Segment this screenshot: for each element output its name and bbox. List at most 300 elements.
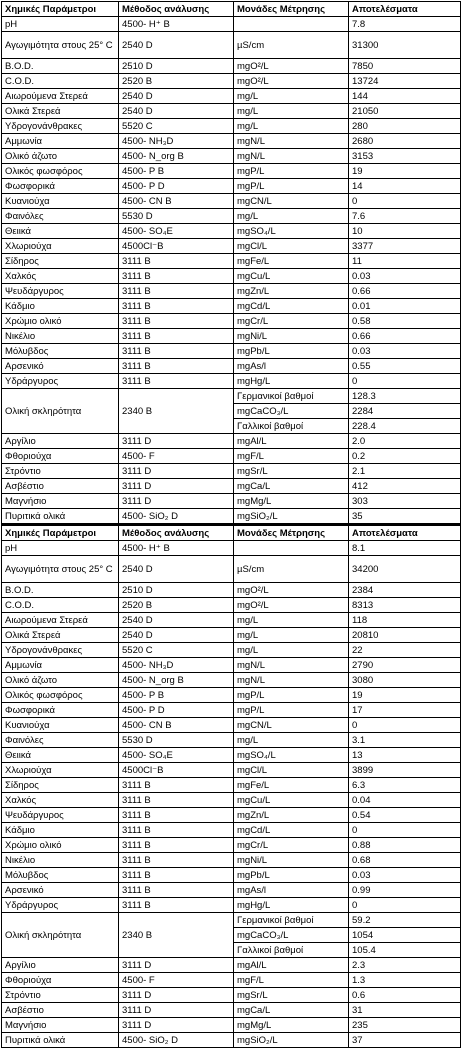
method-cell: 2540 D: [119, 104, 234, 119]
table-row: [2, 883, 461, 898]
header-method: Μέθοδος ανάλυσης: [119, 2, 234, 17]
result-cell: 0.04: [349, 793, 461, 808]
method-cell: 4500- P D: [119, 703, 234, 718]
parameter-cell: Σίδηρος: [2, 778, 119, 793]
unit-cell: mgCd/L: [234, 823, 349, 838]
unit-cell: mgSr/L: [234, 988, 349, 1003]
result-cell: 0.58: [349, 314, 461, 329]
table-row: [2, 958, 461, 973]
result-cell: 0.03: [349, 344, 461, 359]
result-cell: 144: [349, 89, 461, 104]
unit-cell: mgAl/L: [234, 434, 349, 449]
method-cell: 4500- SO₄E: [119, 224, 234, 239]
method-cell: 4500- SO₄E: [119, 748, 234, 763]
result-cell: 35: [349, 509, 461, 524]
method-cell: 4500- F: [119, 449, 234, 464]
result-cell: 0.01: [349, 299, 461, 314]
parameter-cell: Σίδηρος: [2, 254, 119, 269]
unit-cell: mgCa/L: [234, 479, 349, 494]
result-cell: 0: [349, 718, 461, 733]
table-row: [2, 763, 461, 778]
parameter-cell: C.O.D.: [2, 598, 119, 613]
result-cell: 2384: [349, 583, 461, 598]
result-cell: 13724: [349, 74, 461, 89]
method-cell: 2520 B: [119, 598, 234, 613]
parameter-cell: Ψευδάργυρος: [2, 284, 119, 299]
table-row: [2, 988, 461, 1003]
method-cell: 4500- P B: [119, 164, 234, 179]
table-row: [2, 269, 461, 284]
method-cell: 4500- H⁺ B: [119, 541, 234, 556]
table-row: [2, 32, 461, 59]
result-cell: 14: [349, 179, 461, 194]
parameter-cell: Νικέλιο: [2, 853, 119, 868]
method-cell: 3111 D: [119, 1003, 234, 1018]
result-cell: 20810: [349, 628, 461, 643]
unit-cell: mgCN/L: [234, 718, 349, 733]
parameter-cell: Κυανιούχα: [2, 718, 119, 733]
results-table-1: [1, 1, 461, 524]
parameter-cell: Αιωρούμενα Στερεά: [2, 613, 119, 628]
parameter-cell: pH: [2, 541, 119, 556]
method-cell: 3111 D: [119, 1018, 234, 1033]
parameter-cell: B.O.D.: [2, 59, 119, 74]
unit-cell: mgO²/L: [234, 583, 349, 598]
method-cell: 3111 D: [119, 988, 234, 1003]
table-row: [2, 541, 461, 556]
result-cell: 19: [349, 688, 461, 703]
table-header-row: [2, 2, 461, 17]
method-cell: 3111 B: [119, 314, 234, 329]
unit-cell: Γερμανικοί βαθμοί: [234, 389, 349, 404]
unit-cell: mgSO₄/L: [234, 748, 349, 763]
parameter-cell: Θειικά: [2, 224, 119, 239]
table-row: [2, 509, 461, 524]
parameter-cell: Φαινόλες: [2, 209, 119, 224]
method-cell: 2340 B: [119, 913, 234, 958]
table-row: [2, 104, 461, 119]
parameter-cell: Αργίλιο: [2, 434, 119, 449]
table-row: [2, 583, 461, 598]
result-cell: 2.0: [349, 434, 461, 449]
method-cell: 3111 B: [119, 299, 234, 314]
parameter-cell: Ασβέστιο: [2, 1003, 119, 1018]
parameter-cell: Χαλκός: [2, 269, 119, 284]
table-row: [2, 254, 461, 269]
method-cell: 4500- NH₃D: [119, 134, 234, 149]
parameter-cell: Ολικός φωσφόρος: [2, 688, 119, 703]
table-row: [2, 1003, 461, 1018]
method-cell: 5530 D: [119, 209, 234, 224]
unit-cell: mg/L: [234, 119, 349, 134]
unit-cell: mgZn/L: [234, 808, 349, 823]
result-cell: 0.6: [349, 988, 461, 1003]
unit-cell: mgN/L: [234, 658, 349, 673]
table-row: [2, 793, 461, 808]
result-cell: 11: [349, 254, 461, 269]
result-cell: 0.03: [349, 269, 461, 284]
parameter-cell: Πυριτικά ολικά: [2, 509, 119, 524]
parameter-cell: Ολικό άζωτο: [2, 673, 119, 688]
parameter-cell: Χαλκός: [2, 793, 119, 808]
unit-cell: mgCr/L: [234, 314, 349, 329]
unit-cell: mg/L: [234, 643, 349, 658]
table-row: [2, 628, 461, 643]
parameter-cell: Αργίλιο: [2, 958, 119, 973]
result-cell: 412: [349, 479, 461, 494]
result-cell: 8313: [349, 598, 461, 613]
unit-cell: mg/L: [234, 104, 349, 119]
result-cell: 2680: [349, 134, 461, 149]
parameter-cell: Υδρογονάνθρακες: [2, 119, 119, 134]
parameter-cell: Αγωγιμότητα στους 25° C: [2, 556, 119, 583]
method-cell: 3111 B: [119, 254, 234, 269]
result-cell: 0: [349, 194, 461, 209]
table-row: [2, 868, 461, 883]
table-row: [2, 359, 461, 374]
unit-cell: mgAs/l: [234, 359, 349, 374]
unit-cell: mg/L: [234, 613, 349, 628]
unit-cell: mgCaCO₃/L: [234, 928, 349, 943]
result-cell: 105.4: [349, 943, 461, 958]
unit-cell: mgHg/L: [234, 898, 349, 913]
method-cell: 3111 B: [119, 269, 234, 284]
method-cell: 3111 D: [119, 464, 234, 479]
table-row: [2, 598, 461, 613]
unit-cell: mgN/L: [234, 149, 349, 164]
result-cell: 19: [349, 164, 461, 179]
parameter-cell: Χλωριούχα: [2, 763, 119, 778]
result-cell: 8.1: [349, 541, 461, 556]
unit-cell: mgCd/L: [234, 299, 349, 314]
parameter-cell: Υδρογονάνθρακες: [2, 643, 119, 658]
result-cell: 2.1: [349, 464, 461, 479]
result-cell: 0.03: [349, 868, 461, 883]
unit-cell: mgNi/L: [234, 329, 349, 344]
unit-cell: mgSO₄/L: [234, 224, 349, 239]
parameter-cell: Φαινόλες: [2, 733, 119, 748]
unit-cell: mg/L: [234, 209, 349, 224]
parameter-cell: Ολικός φωσφόρος: [2, 164, 119, 179]
parameter-cell: Φωσφορικά: [2, 179, 119, 194]
method-cell: 4500- SiO₂ D: [119, 1033, 234, 1048]
parameter-cell: Ψευδάργυρος: [2, 808, 119, 823]
parameter-cell: Κυανιούχα: [2, 194, 119, 209]
table-row: [2, 688, 461, 703]
result-cell: 0.99: [349, 883, 461, 898]
table-row: [2, 449, 461, 464]
table-row: [2, 703, 461, 718]
result-cell: 228.4: [349, 419, 461, 434]
table-row: [2, 329, 461, 344]
method-cell: 4500- CN B: [119, 194, 234, 209]
result-cell: 0.88: [349, 838, 461, 853]
result-cell: 7850: [349, 59, 461, 74]
table-row: [2, 209, 461, 224]
unit-cell: mgN/L: [234, 673, 349, 688]
table-row: [2, 494, 461, 509]
table-row: [2, 284, 461, 299]
table-row: [2, 239, 461, 254]
table-row: [2, 374, 461, 389]
unit-cell: mgCl/L: [234, 239, 349, 254]
result-cell: 2284: [349, 404, 461, 419]
parameter-cell: Αμμωνία: [2, 658, 119, 673]
table-row: [2, 59, 461, 74]
parameter-cell: B.O.D.: [2, 583, 119, 598]
parameter-cell: Ολικά Στερεά: [2, 104, 119, 119]
method-cell: 3111 B: [119, 883, 234, 898]
method-cell: 4500Cl⁻B: [119, 239, 234, 254]
header-results: Αποτελέσματα: [349, 2, 461, 17]
unit-cell: mgO²/L: [234, 74, 349, 89]
parameter-cell: Στρόντιο: [2, 988, 119, 1003]
results-table-2: [1, 524, 461, 1048]
unit-cell: mgF/L: [234, 973, 349, 988]
method-cell: 3111 B: [119, 808, 234, 823]
method-cell: 4500- N_org B: [119, 149, 234, 164]
result-cell: 3080: [349, 673, 461, 688]
unit-cell: Γαλλικοί βαθμοί: [234, 419, 349, 434]
unit-cell: mgFe/L: [234, 778, 349, 793]
result-cell: 0.55: [349, 359, 461, 374]
table-row: [2, 556, 461, 583]
table-row: [2, 718, 461, 733]
method-cell: 5520 C: [119, 119, 234, 134]
result-cell: 31: [349, 1003, 461, 1018]
unit-cell: mgP/L: [234, 703, 349, 718]
parameter-cell: Φθοριούχα: [2, 973, 119, 988]
unit-cell: µS/cm: [234, 32, 349, 59]
header-parameter: Χημικές Παράμετροι: [2, 2, 119, 17]
result-cell: 0: [349, 374, 461, 389]
method-cell: 4500- SiO₂ D: [119, 509, 234, 524]
table-row: [2, 913, 461, 928]
parameter-cell: Νικέλιο: [2, 329, 119, 344]
table-row: [2, 643, 461, 658]
parameter-cell: Αμμωνία: [2, 134, 119, 149]
document-page: [1, 1, 460, 1048]
table-row: [2, 673, 461, 688]
method-cell: 2340 B: [119, 389, 234, 434]
result-cell: 37: [349, 1033, 461, 1048]
unit-cell: mgFe/L: [234, 254, 349, 269]
parameter-cell: Αγωγιμότητα στους 25° C: [2, 32, 119, 59]
unit-cell: mgP/L: [234, 164, 349, 179]
parameter-cell: Κάδμιο: [2, 299, 119, 314]
table-row: [2, 823, 461, 838]
table-row: [2, 733, 461, 748]
method-cell: 5520 C: [119, 643, 234, 658]
parameter-cell: Υδράργυρος: [2, 898, 119, 913]
parameter-cell: Ολικά Στερεά: [2, 628, 119, 643]
result-cell: 0.2: [349, 449, 461, 464]
method-cell: 3111 B: [119, 823, 234, 838]
result-cell: 34200: [349, 556, 461, 583]
result-cell: 1.3: [349, 973, 461, 988]
table-row: [2, 973, 461, 988]
unit-cell: mgSr/L: [234, 464, 349, 479]
method-cell: 3111 B: [119, 284, 234, 299]
parameter-cell: Πυριτικά ολικά: [2, 1033, 119, 1048]
method-cell: 4500- H⁺ B: [119, 17, 234, 32]
header-units: Μονάδες Μέτρησης: [234, 2, 349, 17]
unit-cell: mgNi/L: [234, 853, 349, 868]
method-cell: 2540 D: [119, 32, 234, 59]
method-cell: 3111 B: [119, 898, 234, 913]
result-cell: 2.3: [349, 958, 461, 973]
parameter-cell: Αρσενικό: [2, 359, 119, 374]
table-row: [2, 299, 461, 314]
header-results: Αποτελέσματα: [349, 525, 461, 541]
method-cell: 3111 B: [119, 359, 234, 374]
table-row: [2, 838, 461, 853]
result-cell: 280: [349, 119, 461, 134]
table-row: [2, 149, 461, 164]
result-cell: 0: [349, 898, 461, 913]
parameter-cell: Ασβέστιο: [2, 479, 119, 494]
unit-cell: mgCr/L: [234, 838, 349, 853]
parameter-cell: Μόλυβδος: [2, 868, 119, 883]
method-cell: 2510 D: [119, 583, 234, 598]
unit-cell: mgSiO₂/L: [234, 509, 349, 524]
parameter-cell: Ολική σκληρότητα: [2, 913, 119, 958]
method-cell: 4500- NH₃D: [119, 658, 234, 673]
result-cell: 22: [349, 643, 461, 658]
unit-cell: mgMg/L: [234, 1018, 349, 1033]
method-cell: 2540 D: [119, 613, 234, 628]
parameter-cell: Χρώμιο ολικό: [2, 314, 119, 329]
method-cell: 3111 D: [119, 434, 234, 449]
method-cell: 3111 B: [119, 868, 234, 883]
table-row: [2, 808, 461, 823]
result-cell: 0.68: [349, 853, 461, 868]
unit-cell: mgP/L: [234, 179, 349, 194]
unit-cell: mg/L: [234, 628, 349, 643]
unit-cell: mgP/L: [234, 688, 349, 703]
table-row: [2, 1018, 461, 1033]
unit-cell: mgO²/L: [234, 59, 349, 74]
result-cell: 21050: [349, 104, 461, 119]
header-method: Μέθοδος ανάλυσης: [119, 525, 234, 541]
table-row: [2, 89, 461, 104]
method-cell: 3111 B: [119, 374, 234, 389]
parameter-cell: Στρόντιο: [2, 464, 119, 479]
result-cell: 3153: [349, 149, 461, 164]
result-cell: 7.8: [349, 17, 461, 32]
method-cell: 4500Cl⁻B: [119, 763, 234, 778]
method-cell: 2520 B: [119, 74, 234, 89]
parameter-cell: Θειικά: [2, 748, 119, 763]
unit-cell: mgCu/L: [234, 269, 349, 284]
method-cell: 2540 D: [119, 556, 234, 583]
result-cell: 0.66: [349, 284, 461, 299]
method-cell: 3111 B: [119, 329, 234, 344]
method-cell: 3111 B: [119, 793, 234, 808]
method-cell: 2540 D: [119, 628, 234, 643]
header-units: Μονάδες Μέτρησης: [234, 525, 349, 541]
unit-cell: mgPb/L: [234, 868, 349, 883]
result-cell: 17: [349, 703, 461, 718]
result-cell: 0.66: [349, 329, 461, 344]
table-row: [2, 74, 461, 89]
table-row: [2, 479, 461, 494]
unit-cell: mgCu/L: [234, 793, 349, 808]
unit-cell: mgSiO₂/L: [234, 1033, 349, 1048]
unit-cell: mgPb/L: [234, 344, 349, 359]
unit-cell: mgAs/l: [234, 883, 349, 898]
table-row: [2, 658, 461, 673]
unit-cell: mgAl/L: [234, 958, 349, 973]
parameter-cell: Κάδμιο: [2, 823, 119, 838]
unit-cell: mgF/L: [234, 449, 349, 464]
table-row: [2, 344, 461, 359]
table-row: [2, 434, 461, 449]
table-row: [2, 778, 461, 793]
unit-cell: [234, 541, 349, 556]
method-cell: 3111 B: [119, 344, 234, 359]
result-cell: 13: [349, 748, 461, 763]
result-cell: 6.3: [349, 778, 461, 793]
table-row: [2, 17, 461, 32]
table-row: [2, 194, 461, 209]
method-cell: 5530 D: [119, 733, 234, 748]
table-row: [2, 464, 461, 479]
result-cell: 3.1: [349, 733, 461, 748]
method-cell: 3111 D: [119, 494, 234, 509]
unit-cell: mg/L: [234, 89, 349, 104]
result-cell: 235: [349, 1018, 461, 1033]
unit-cell: mgCN/L: [234, 194, 349, 209]
unit-cell: Γερμανικοί βαθμοί: [234, 913, 349, 928]
unit-cell: mgCa/L: [234, 1003, 349, 1018]
unit-cell: mgCl/L: [234, 763, 349, 778]
unit-cell: Γαλλικοί βαθμοί: [234, 943, 349, 958]
parameter-cell: Φωσφορικά: [2, 703, 119, 718]
method-cell: 4500- CN B: [119, 718, 234, 733]
parameter-cell: Ολική σκληρότητα: [2, 389, 119, 434]
result-cell: 303: [349, 494, 461, 509]
parameter-cell: Αιωρούμενα Στερεά: [2, 89, 119, 104]
unit-cell: mg/L: [234, 733, 349, 748]
parameter-cell: Χλωριούχα: [2, 239, 119, 254]
table-row: [2, 224, 461, 239]
table-row: [2, 134, 461, 149]
parameter-cell: Φθοριούχα: [2, 449, 119, 464]
unit-cell: mgMg/L: [234, 494, 349, 509]
unit-cell: mgCaCO₃/L: [234, 404, 349, 419]
parameter-cell: Μαγνήσιο: [2, 494, 119, 509]
result-cell: 118: [349, 613, 461, 628]
result-cell: 0: [349, 823, 461, 838]
unit-cell: mgO²/L: [234, 598, 349, 613]
table-row: [2, 898, 461, 913]
table-row: [2, 314, 461, 329]
method-cell: 3111 D: [119, 479, 234, 494]
result-cell: 3377: [349, 239, 461, 254]
table-header-row: [2, 525, 461, 541]
table-row: [2, 119, 461, 134]
parameter-cell: C.O.D.: [2, 74, 119, 89]
result-cell: 7.6: [349, 209, 461, 224]
result-cell: 128.3: [349, 389, 461, 404]
result-cell: 1054: [349, 928, 461, 943]
result-cell: 3899: [349, 763, 461, 778]
header-parameter: Χημικές Παράμετροι: [2, 525, 119, 541]
method-cell: 3111 B: [119, 853, 234, 868]
parameter-cell: Μαγνήσιο: [2, 1018, 119, 1033]
table-row: [2, 389, 461, 404]
